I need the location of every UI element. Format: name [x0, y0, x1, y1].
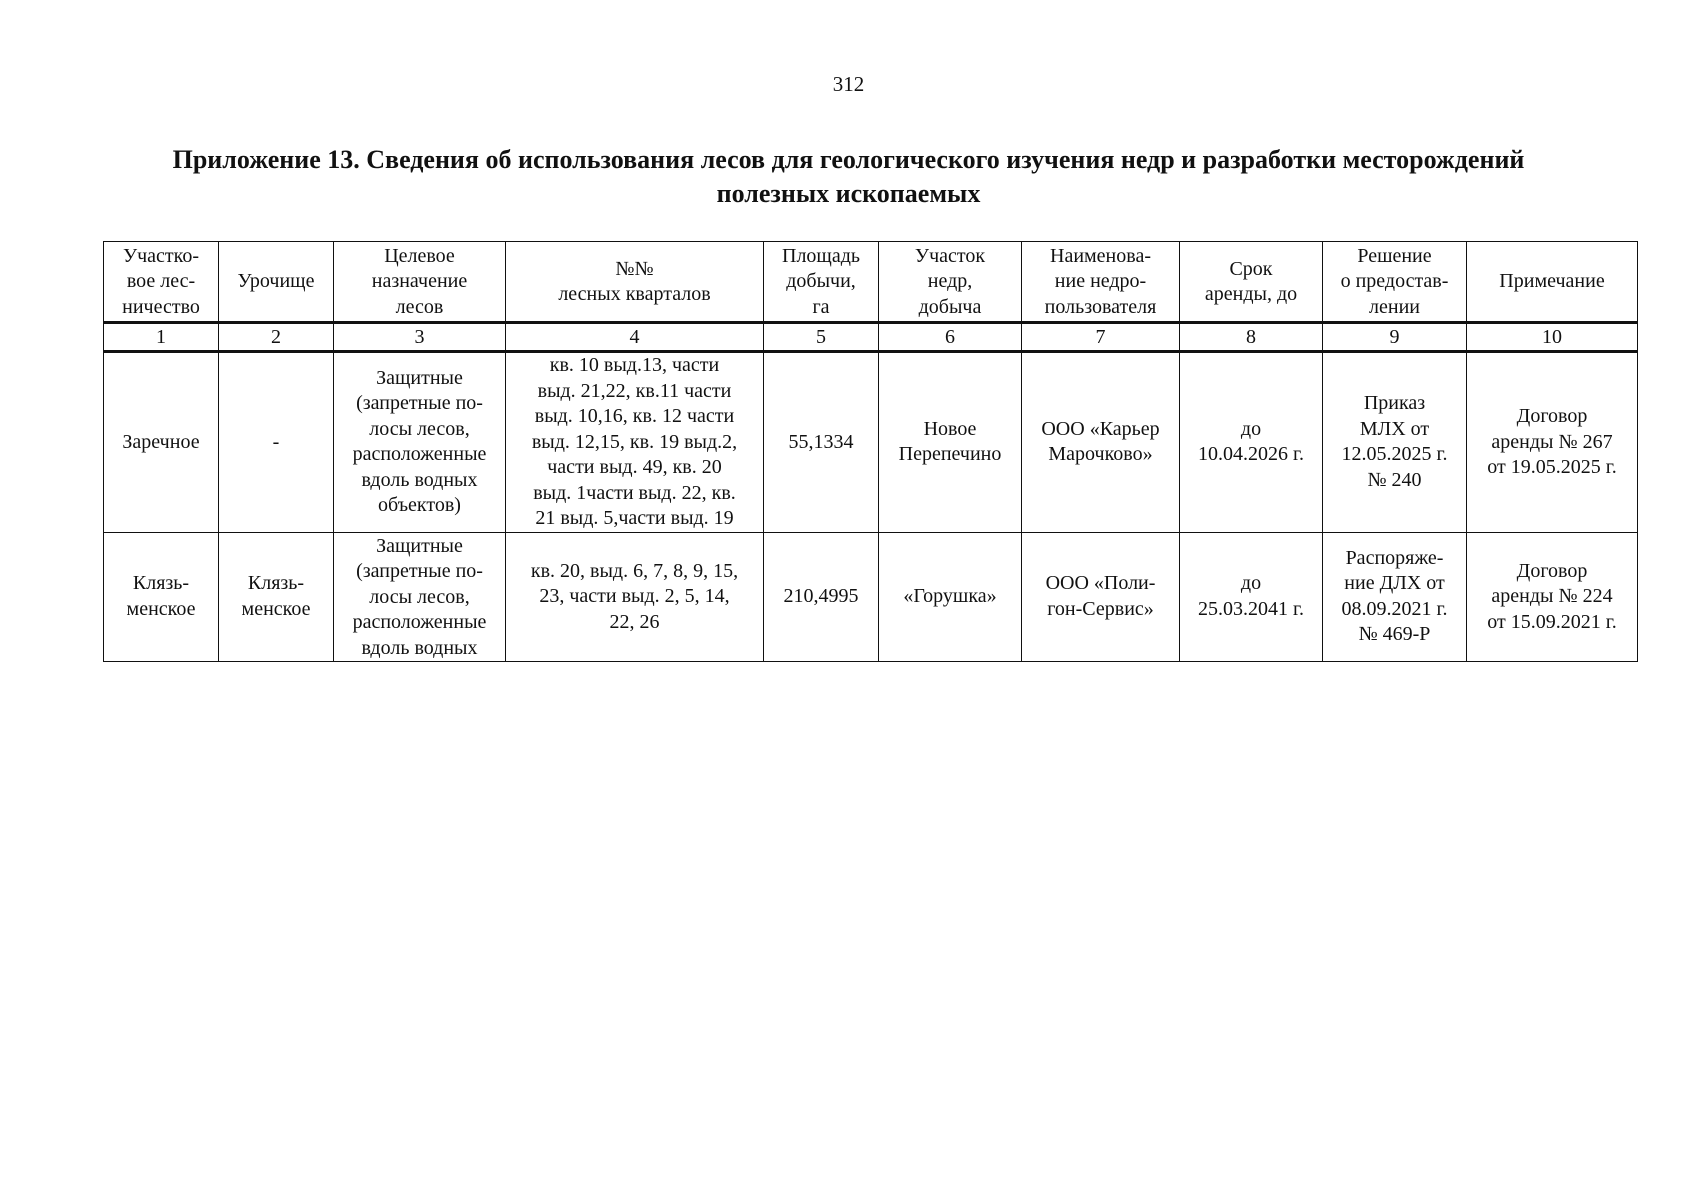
header-subsoil-site: Участок недр, добыча — [879, 242, 1022, 323]
document-title — [110, 143, 1587, 211]
cell-forestry-district: Клязь- менское — [104, 532, 219, 662]
column-number: 10 — [1467, 323, 1638, 352]
column-number: 9 — [1323, 323, 1467, 352]
header-area: Площадь добычи, га — [764, 242, 879, 323]
cell-forest-purpose: Защитные (запретные по- лосы лесов, расположенные вдоль водных объектов) — [334, 352, 506, 533]
table-header-row — [104, 242, 1638, 323]
cell-area: 55,1334 — [764, 352, 879, 533]
cell-quarters: кв. 20, выд. 6, 7, 8, 9, 15, 23, части выд. 2, 5, 14, 22, 26 — [506, 532, 764, 662]
header-decision: Решение о предостав- лении — [1323, 242, 1467, 323]
column-number: 3 — [334, 323, 506, 352]
cell-decision: Распоряже- ние ДЛХ от 08.09.2021 г. № 469-Р — [1323, 532, 1467, 662]
column-number-row — [104, 323, 1638, 352]
cell-note: Договор аренды № 267 от 19.05.2025 г. — [1467, 352, 1638, 533]
cell-area: 210,4995 — [764, 532, 879, 662]
cell-lease-term: до 10.04.2026 г. — [1180, 352, 1323, 533]
title-line-1: Приложение 13. Сведения об использования лесов для геологического изучения недр и разработки месторождений — [172, 145, 1525, 174]
column-number: 1 — [104, 323, 219, 352]
table-row — [104, 352, 1638, 533]
header-forestry-district: Участко- вое лес- ничество — [104, 242, 219, 323]
cell-forestry-district: Заречное — [104, 352, 219, 533]
cell-subsoil-site: Новое Перепечино — [879, 352, 1022, 533]
title-line-2: полезных ископаемых — [716, 179, 981, 208]
forest-use-table — [103, 241, 1638, 662]
cell-subsoil-user: ООО «Поли- гон-Сервис» — [1022, 532, 1180, 662]
column-number: 7 — [1022, 323, 1180, 352]
cell-tract: - — [219, 352, 334, 533]
header-forest-purpose: Целевое назначение лесов — [334, 242, 506, 323]
header-subsoil-user: Наименова- ние недро- пользователя — [1022, 242, 1180, 323]
column-number: 5 — [764, 323, 879, 352]
column-number: 6 — [879, 323, 1022, 352]
cell-tract: Клязь- менское — [219, 532, 334, 662]
header-tract: Урочище — [219, 242, 334, 323]
cell-subsoil-site: «Горушка» — [879, 532, 1022, 662]
cell-decision: Приказ МЛХ от 12.05.2025 г. № 240 — [1323, 352, 1467, 533]
header-lease-term: Срок аренды, до — [1180, 242, 1323, 323]
header-note: Примечание — [1467, 242, 1638, 323]
cell-forest-purpose: Защитные (запретные по- лосы лесов, расположенные вдоль водных — [334, 532, 506, 662]
page-number: 312 — [832, 72, 865, 96]
column-number: 4 — [506, 323, 764, 352]
cell-lease-term: до 25.03.2041 г. — [1180, 532, 1323, 662]
column-number: 2 — [219, 323, 334, 352]
cell-subsoil-user: ООО «Карьер Марочково» — [1022, 352, 1180, 533]
table-row — [104, 532, 1638, 662]
cell-note: Договор аренды № 224 от 15.09.2021 г. — [1467, 532, 1638, 662]
header-quarters: №№ лесных кварталов — [506, 242, 764, 323]
column-number: 8 — [1180, 323, 1323, 352]
cell-quarters: кв. 10 выд.13, части выд. 21,22, кв.11 части выд. 10,16, кв. 12 части выд. 12,15, кв. 19 выд.2, части выд. 49, кв. 20 выд. 1части выд. 22, кв. 21 выд. 5,части выд. 19 — [506, 352, 764, 533]
